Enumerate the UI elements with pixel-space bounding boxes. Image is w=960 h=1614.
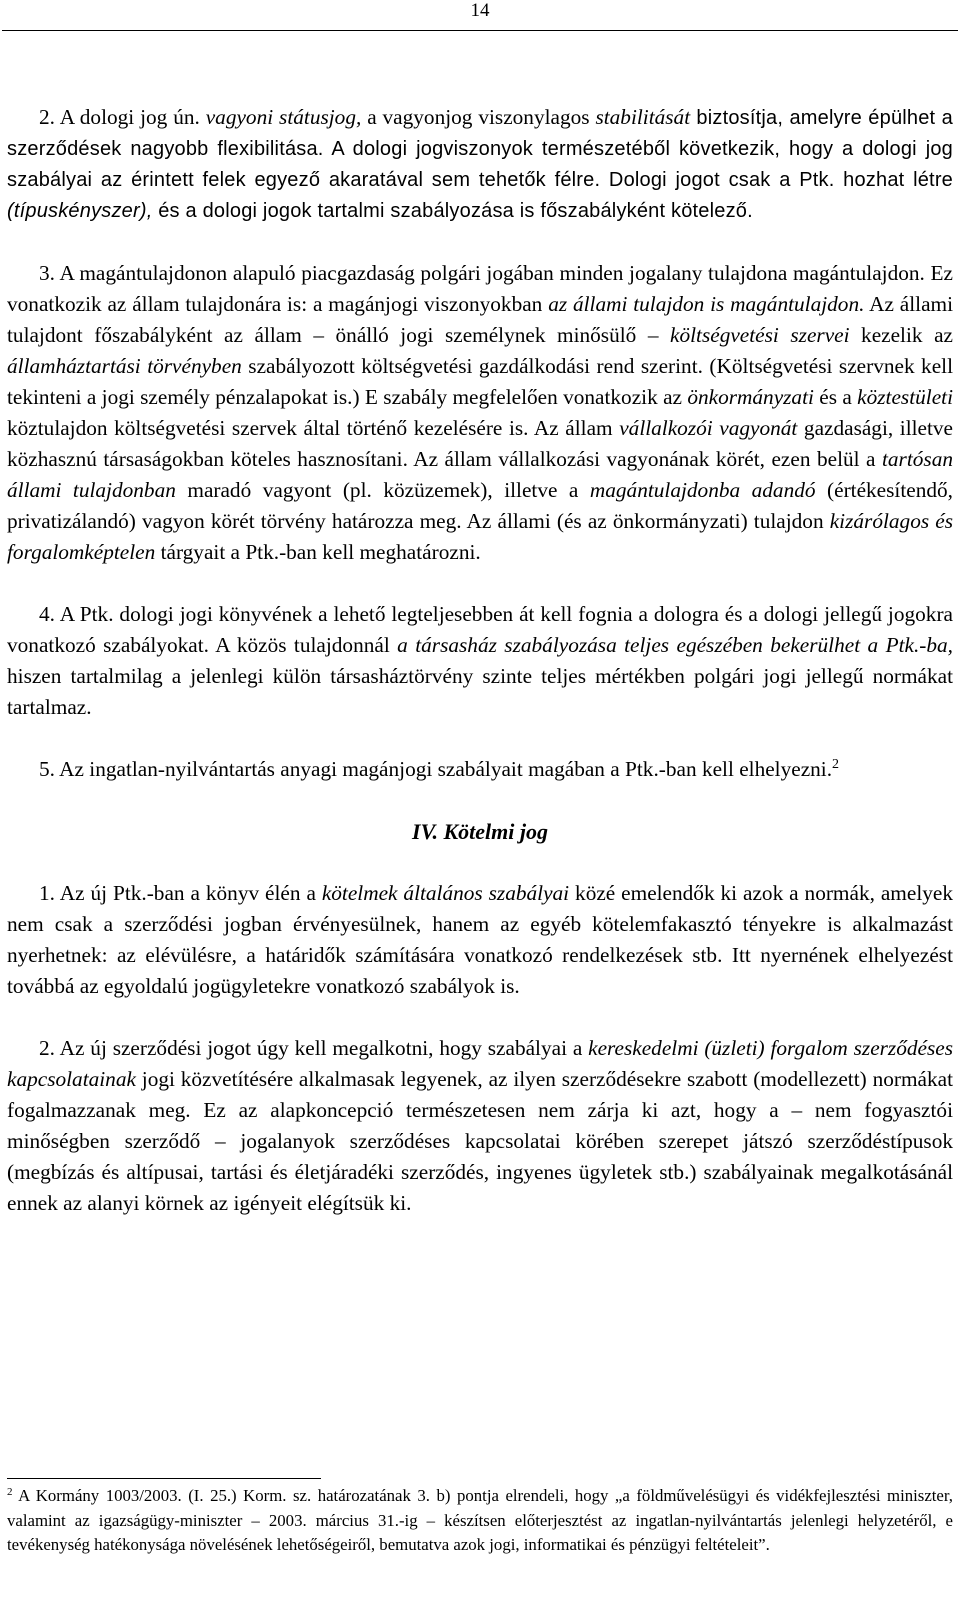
text-run: köztulajdon költségvetési szervek által történő kezelésére is. Az állam	[7, 416, 620, 440]
text-run: 5. Az ingatlan-nyilvántartás anyagi magánjogi szabályait magában a Ptk.-ban kell elhelyezni.	[39, 757, 833, 781]
body-text	[7, 102, 953, 1250]
text-run: a vagyonjog viszonylagos	[361, 105, 596, 129]
italic-term: vagyoni státusjog,	[205, 105, 362, 129]
italic-term: tartósan állami tulajdonban	[7, 447, 953, 502]
text-run: és a	[813, 385, 858, 409]
text-run: 3. A magántulajdonon alapuló piacgazdaság polgári jogában minden jogalany tulajdona magántulajdon. Ez vonatkozik az állam tulajdonára is: a magánjogi viszonyokban	[7, 261, 953, 316]
text-run: 2. A dologi jog ún.	[39, 105, 206, 129]
italic-term: kötelmek általános szabályai	[321, 881, 570, 905]
text-run: 2. Az új szerződési jogot úgy kell megalkotni, hogy szabályai a	[39, 1036, 589, 1060]
italic-term: stabilitását	[595, 105, 691, 129]
italic-term: vállalkozói vagyonát	[619, 416, 798, 440]
footnote-reference[interactable]: 2	[832, 757, 840, 772]
italic-term: önkormányzati	[687, 385, 814, 409]
text-run: hiszen tartalmilag a jelenlegi külön társasháztörvény szinte teljes mértékben polgári jogi jellegű normákat tartalmaz.	[7, 664, 953, 719]
text-run: (értékesítendő, privatizálandó) vagyon körét törvény határozza meg. Az állami (és az önkormányzati) tulajdon	[7, 478, 953, 533]
footnote-text: A Kormány 1003/2003. (I. 25.) Korm. sz. határozatának 3. b) pontja elrendeli, hogy „a földművelésügyi és vidékfejlesztési miniszter, valamint az igazságügy-miniszter – 2003. március 31.-ig – készítsen előterjesztést az ingatlan-nyilvántartás jelenlegi helyzetéről, e tevékenység hatékonysága növelésének lehetőségeiről, bemutatva azok jogi, informatikai és pénzügyi feltételeit”.	[7, 1486, 953, 1554]
italic-term: az állami tulajdon is magántulajdon.	[548, 292, 865, 316]
page-number: 14	[470, 0, 490, 21]
text-run: közé emelendők ki azok a normák, amelyek nem csak a szerződési jogban érvényesülnek, hanem az egyéb kötelemfakasztó tényekre is alkalmazást nyerhetnek: az elévülésre, a határidők számítására vonatkozó rendelkezések stb. Itt nyernének elhelyezést továbbá az egyoldalú jogügyletekre vonatkozó szabályok is.	[7, 881, 953, 998]
text-run: szabályozott költségvetési gazdálkodási rend szerint. (Költségvetési szervnek kell tekinteni a jogi személy pénzalapokat is.) E szabály megfelelően vonatkozik az	[7, 354, 953, 409]
paragraph-magantulajdon	[7, 258, 953, 568]
footnote	[7, 1484, 953, 1558]
italic-term: (típuskényszer),	[7, 200, 153, 222]
italic-term: államháztartási törvényben	[7, 354, 242, 378]
paragraph-ptk-dologi	[7, 599, 953, 723]
text-run: Az állami tulajdont főszabályként az állam – önálló jogi személynek minősülő –	[7, 292, 954, 347]
italic-term: köztestületi	[857, 385, 953, 409]
italic-term: kizárólagos és forgalomképtelen	[7, 509, 953, 564]
text-run: tárgyait a Ptk.-ban kell meghatározni.	[155, 540, 481, 564]
text-run: kezelik az	[849, 323, 953, 347]
text-run: és a dologi jogok tartalmi szabályozása is főszabályként kötelező.	[152, 200, 753, 222]
italic-term: magántulajdonba adandó	[589, 478, 816, 502]
paragraph-szerzodesi-jog	[7, 1033, 953, 1219]
paragraph-ingatlan	[7, 754, 953, 785]
text-run: 1. Az új Ptk.-ban a könyv élén a	[39, 881, 322, 905]
paragraph-kotelmek	[7, 878, 953, 1002]
footnote-rule	[7, 1478, 321, 1479]
text-run: jogi közvetítésére alkalmasak legyenek, az ilyen szerződésekre szabott (modellezett) normákat fogalmazzanak meg. Ez az alapkoncepció természetesen nem zárja ki azt, hogy a – nem fogyasztói minőségben szerződő – jogalanyok szerződéses kapcsolatai körében szerepet játszó szerződéstípusok (megbízás és altípusai, tartási és életjáradéki szerződés, ingyenes ügyletek stb.) szabályainak megalkotásánál ennek az alanyi körnek az igényeit elégítsük ki.	[7, 1067, 953, 1215]
text-run: gazdasági, illetve közhasznú társaságokban köteles hasznosítani. Az állam vállalkozási vagyonának körét, ezen belül a	[7, 416, 954, 471]
italic-term: költségvetési szervei	[670, 323, 850, 347]
header-rule	[2, 30, 958, 31]
section-heading: IV. Kötelmi jog	[412, 819, 548, 844]
text-run: 4. A Ptk. dologi jogi könyvének a lehető legteljesebben át kell fognia a dologra és a dologi jellegű jogokra vonatkozó szabályokat. A közös tulajdonnál	[7, 602, 953, 657]
italic-term: kereskedelmi (üzleti) forgalom szerződéses kapcsolatainak	[7, 1036, 953, 1091]
footnote-number: 2	[7, 1486, 13, 1498]
paragraph-dologi-jog	[7, 102, 953, 227]
text-run: maradó vagyont (pl. közüzemek), illetve a	[175, 478, 590, 502]
italic-term: a társasház szabályozása teljes egészében bekerülhet a Ptk.-ba,	[397, 633, 954, 657]
text-run: biztosítja, amelyre épülhet a szerződések nagyobb flexibilitása. A dologi jogviszonyok természetéből következik, hogy a dologi jog szabályai az érintett felek egyező akaratával sem tehetők félre. Dologi jogot csak a Ptk. hozhat létre	[7, 107, 953, 191]
